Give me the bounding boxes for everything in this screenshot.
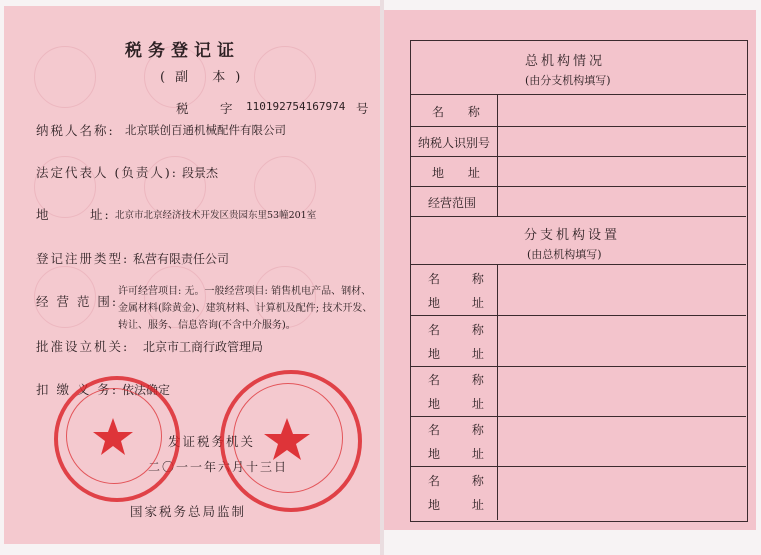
legal-rep-label: 法定代表人 (负责人): [36,165,178,180]
page-fold [380,0,384,555]
head-row-taxid: 纳税人识别号 [418,136,491,150]
withholding-label: 扣 缴 义 务: [36,382,119,397]
tax-no-value: 110192754167974 [246,100,346,113]
head-office-title: 总机构情况 [525,54,606,69]
branch-section-subtitle: (由总机构填写) [527,248,602,261]
branch-section-title: 分支机构设置 [524,228,621,243]
issue-date: 二〇一一年六月十三日 [148,460,289,474]
tax-no-suffix: 号 [356,101,371,116]
approval-value: 北京市工商行政管理局 [143,340,264,354]
certificate-title: 税务登记证 [125,41,240,61]
seal-star-icon [264,418,310,460]
address-value: 北京市北京经济技术开发区贵园东里53幢201室 [115,210,317,221]
reg-type-label: 登记注册类型: [36,251,130,266]
national-tax-seal [54,376,180,502]
copy-type: (副 本) [160,70,251,85]
branch-3-addr-label: 地 址 [428,397,498,411]
tax-no-label: 税 [176,101,191,116]
local-tax-seal [220,370,362,512]
taxpayer-value: 北京联创百通机械配件有限公司 [125,123,286,137]
branch-2-name-label: 名 称 [428,323,498,337]
head-office-subtitle: (由分支机构填写) [525,74,611,87]
taxpayer-label: 纳税人名称: [36,123,115,138]
branch-5-name-label: 名 称 [428,474,498,488]
branch-1-addr-label: 地 址 [428,296,498,310]
withholding-value: 依法确定 [122,383,171,397]
issuer-label: 发证税务机关 [168,434,256,449]
address-label-char1: 地 [36,207,51,222]
watermark-emblem [254,46,316,108]
head-row-address: 地 址 [432,166,490,180]
tax-no-mid: 字 [220,101,235,116]
watermark-emblem [34,46,96,108]
head-row-scope: 经营范围 [428,196,477,210]
branch-5-addr-label: 地 址 [428,498,498,512]
supervisor-text: 国家税务总局监制 [130,504,247,519]
scope-value: 许可经营项目: 无。一般经营项目: 销售机电产品、钢材、金属材料(除黄金)、建筑材料、计算机及配件; 技术开发、转让、服务、信息咨询(不含中介服务)。 [118,286,373,331]
address-label-char2: 址: [90,207,111,222]
branch-4-addr-label: 地 址 [428,447,498,461]
branch-2-addr-label: 地 址 [428,347,498,361]
seal-star-icon [93,418,133,455]
branch-3-name-label: 名 称 [428,373,498,387]
reg-type-value: 私营有限责任公司 [133,252,230,266]
branch-4-name-label: 名 称 [428,423,498,437]
legal-rep-value: 段景杰 [182,166,219,180]
approval-label: 批准设立机关: [36,339,130,354]
scope-label: 经 营 范 围: [36,294,119,309]
head-row-name: 名 称 [432,105,490,119]
branch-1-name-label: 名 称 [428,272,498,286]
